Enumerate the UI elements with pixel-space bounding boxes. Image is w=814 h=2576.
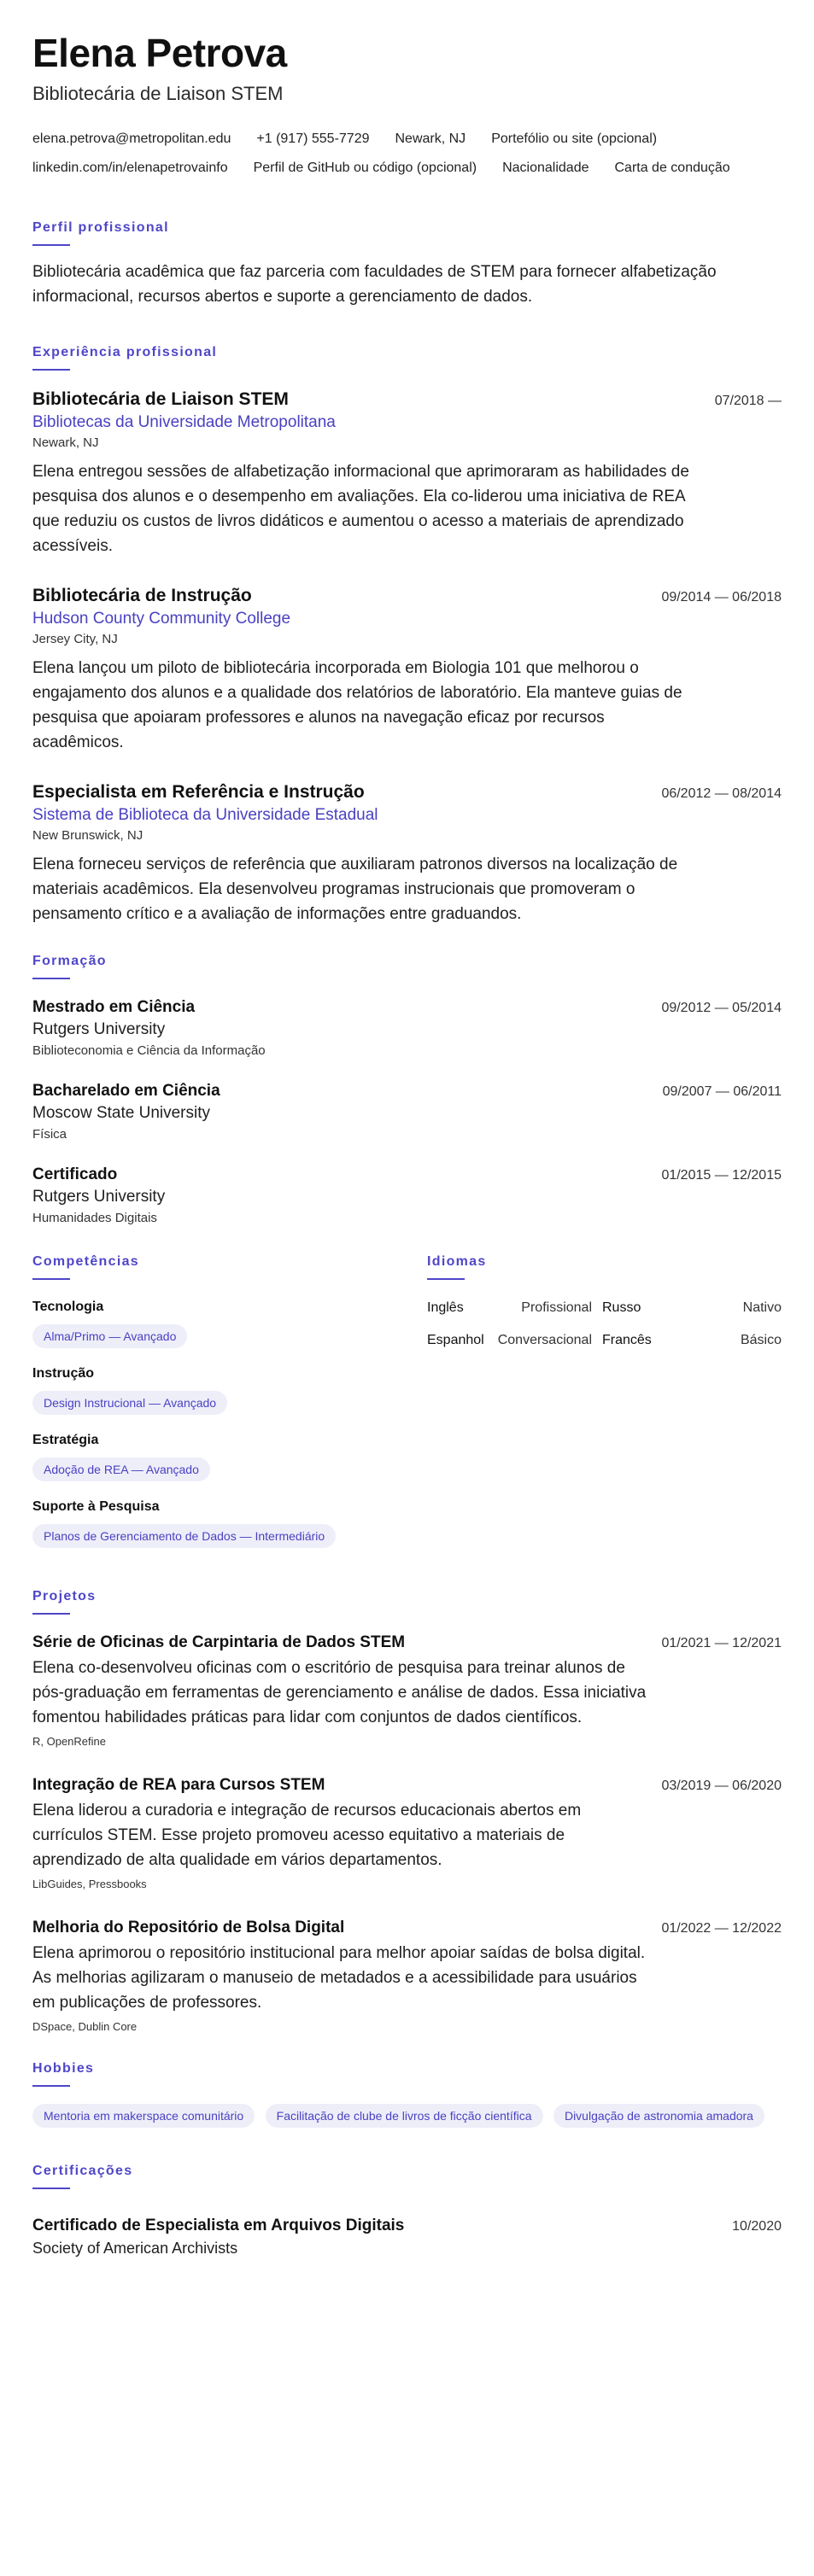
contact-nationality: Nacionalidade	[502, 161, 589, 175]
study-field: Biblioteconomia e Ciência da Informação	[32, 1043, 266, 1058]
job-description: Elena lançou um piloto de bibliotecária incorporada em Biologia 101 que melhorou o engajamento dos alunos e a qualidade dos relatórios de laboratório. Ela manteve guias de pesquisa que apoiaram professores e alunos na navegação eficaz por recursos acadêmicos.	[32, 659, 682, 751]
project-description: Elena co-desenvolveu oficinas com o escritório de pesquisa para treinar alunos de pós-graduação em ferramentas de gerenciamento e análise de dados. Essa iniciativa fomentou habilidades práticas para lidar com conjuntos de dados científicos.	[32, 1659, 647, 1726]
skills-section	[32, 1253, 427, 1563]
contact-linkedin[interactable]: linkedin.com/in/elenapetrovainfo	[32, 161, 228, 175]
skill-group	[32, 1497, 427, 1548]
projects-section	[32, 1587, 782, 2036]
profile-summary: Bibliotecária acadêmica que faz parceria com faculdades de STEM para fornecer alfabetização informacional, recursos abertos e suporte a gerenciamento de dados.	[32, 263, 717, 306]
language-level: Conversacional	[497, 1333, 592, 1347]
section-divider	[32, 244, 70, 246]
education-section	[32, 952, 782, 1229]
degree-title: Certificado	[32, 1165, 118, 1183]
profile-section	[32, 219, 782, 309]
language-name: Russo	[602, 1300, 641, 1315]
contact-email[interactable]: elena.petrova@metropolitan.edu	[32, 131, 231, 146]
degree-title: Mestrado em Ciência	[32, 998, 196, 1016]
education-date: 09/2012 — 05/2014	[661, 1001, 782, 1015]
section-heading: Competências	[32, 1254, 139, 1269]
degree-title: Bacharelado em Ciência	[32, 1082, 220, 1100]
skill-tag: Adoção de REA — Avançado	[32, 1457, 210, 1481]
project-date: 01/2022 — 12/2022	[661, 1921, 782, 1936]
language-level: Nativo	[742, 1300, 782, 1315]
language-name: Espanhol	[427, 1333, 484, 1347]
skill-tag: Alma/Primo — Avançado	[32, 1324, 187, 1348]
job-description: Elena forneceu serviços de referência que auxiliaram patronos diversos na localização de materiais acadêmicos. Ela desenvolveu programas instrucionais que promoveram o pensamento crítico e a avaliação de informações entre graduandos.	[32, 856, 678, 923]
study-field: Humanidades Digitais	[32, 1211, 157, 1225]
skill-category: Tecnologia	[32, 1300, 104, 1314]
skill-category: Instrução	[32, 1366, 95, 1381]
skill-group	[32, 1430, 427, 1481]
skill-category: Estratégia	[32, 1433, 99, 1447]
project-entry	[32, 1917, 782, 2036]
experience-section	[32, 343, 782, 926]
certification-title: Certificado de Especialista em Arquivos Digitais	[32, 2217, 405, 2234]
hobbies-section	[32, 2059, 782, 2128]
job-organization: Hudson County Community College	[32, 610, 291, 628]
language-name: Francês	[602, 1333, 652, 1347]
contact-location: Newark, NJ	[395, 131, 466, 146]
section-divider	[32, 2085, 70, 2087]
section-heading: Hobbies	[32, 2061, 95, 2076]
experience-entry	[32, 388, 782, 558]
hobby-tag: Mentoria em makerspace comunitário	[32, 2104, 255, 2128]
job-description: Elena entregou sessões de alfabetização informacional que aprimoraram as habilidades de pesquisa dos alunos e o desempenho em avaliações. Ela co-liderou uma iniciativa de REA que reduziu os custos de livros didáticos e aumentou o acesso a materiais de aprendizado acessíveis.	[32, 463, 689, 555]
certification-issuer: Society of American Archivists	[32, 2240, 238, 2257]
education-date: 09/2007 — 06/2011	[662, 1084, 782, 1099]
school-name: Rutgers University	[32, 1020, 166, 1038]
experience-entry	[32, 584, 782, 755]
hobby-tag: Facilitação de clube de livros de ficção científica	[266, 2104, 543, 2128]
certification-date: 10/2020	[732, 2219, 782, 2234]
job-date: 09/2014 — 06/2018	[661, 590, 782, 605]
contact-portfolio[interactable]: Portefólio ou site (opcional)	[491, 131, 658, 146]
section-divider	[32, 369, 70, 371]
section-heading: Projetos	[32, 1589, 97, 1603]
contact-list	[32, 125, 782, 183]
candidate-title: Bibliotecária de Liaison STEM	[32, 83, 284, 104]
contact-driving-license: Carta de condução	[614, 161, 730, 175]
education-entry	[32, 1080, 782, 1145]
section-divider	[32, 1613, 70, 1615]
school-name: Moscow State University	[32, 1104, 211, 1122]
skill-tag: Planos de Gerenciamento de Dados — Intermediário	[32, 1524, 336, 1548]
project-title: Integração de REA para Cursos STEM	[32, 1776, 325, 1794]
job-title: Bibliotecária de Instrução	[32, 586, 252, 605]
project-title: Série de Oficinas de Carpintaria de Dados STEM	[32, 1633, 406, 1651]
study-field: Física	[32, 1127, 67, 1142]
section-heading: Perfil profissional	[32, 220, 169, 235]
project-date: 01/2021 — 12/2021	[661, 1636, 782, 1650]
section-heading: Idiomas	[427, 1254, 487, 1269]
resume-header	[32, 29, 782, 183]
section-heading: Formação	[32, 954, 107, 968]
language-level: Profissional	[521, 1300, 592, 1315]
languages-section	[427, 1253, 782, 1563]
skill-category: Suporte à Pesquisa	[32, 1499, 160, 1514]
project-description: Elena aprimorou o repositório institucional para melhor apoiar saídas de bolsa digital. As melhorias agilizaram o manuseio de metadados e a acessibilidade para usuários em publicações de professores.	[32, 1944, 646, 2012]
language-name: Inglês	[427, 1300, 464, 1315]
school-name: Rutgers University	[32, 1188, 166, 1206]
section-divider	[32, 2188, 70, 2189]
job-location: New Brunswick, NJ	[32, 828, 143, 843]
skill-tag: Design Instrucional — Avançado	[32, 1391, 227, 1415]
candidate-name: Elena Petrova	[32, 31, 287, 75]
certifications-section	[32, 2162, 782, 2259]
project-date: 03/2019 — 06/2020	[661, 1779, 782, 1793]
section-divider	[32, 1278, 70, 1280]
project-entry	[32, 1774, 782, 1893]
job-title: Especialista em Referência e Instrução	[32, 782, 365, 802]
contact-github[interactable]: Perfil de GitHub ou código (opcional)	[253, 161, 477, 175]
job-date: 07/2018 —	[714, 394, 782, 408]
job-organization: Bibliotecas da Universidade Metropolitana	[32, 413, 336, 431]
job-title: Bibliotecária de Liaison STEM	[32, 389, 289, 409]
certification-entry	[32, 2215, 782, 2259]
project-tools: DSpace, Dublin Core	[32, 2020, 138, 2033]
contact-phone[interactable]: +1 (917) 555-7729	[256, 131, 370, 146]
education-entry	[32, 996, 782, 1061]
job-date: 06/2012 — 08/2014	[661, 786, 782, 801]
job-location: Newark, NJ	[32, 435, 99, 450]
project-tools: LibGuides, Pressbooks	[32, 1878, 147, 1890]
project-entry	[32, 1632, 782, 1750]
section-heading: Experiência profissional	[32, 345, 218, 359]
project-title: Melhoria do Repositório de Bolsa Digital	[32, 1919, 345, 1936]
education-date: 01/2015 — 12/2015	[661, 1168, 782, 1183]
experience-entry	[32, 780, 782, 926]
project-tools: R, OpenRefine	[32, 1735, 106, 1748]
section-divider	[427, 1278, 465, 1280]
skill-group	[32, 1297, 427, 1348]
skill-group	[32, 1364, 427, 1415]
hobby-tag: Divulgação de astronomia amadora	[553, 2104, 764, 2128]
hobby-tags	[32, 2097, 782, 2128]
skills-languages-row	[32, 1253, 782, 1563]
education-entry	[32, 1164, 782, 1229]
section-heading: Certificações	[32, 2164, 133, 2178]
job-location: Jersey City, NJ	[32, 632, 118, 646]
section-divider	[32, 978, 70, 979]
project-description: Elena liderou a curadoria e integração de recursos educacionais abertos em currículos STEM. Esse projeto promoveu acesso equitativo a materiais de aprendizado de alta qualidade em vários departamentos.	[32, 1802, 582, 1869]
language-level: Básico	[740, 1333, 782, 1347]
language-list	[427, 1297, 782, 1352]
job-organization: Sistema de Biblioteca da Universidade Estadual	[32, 806, 378, 824]
